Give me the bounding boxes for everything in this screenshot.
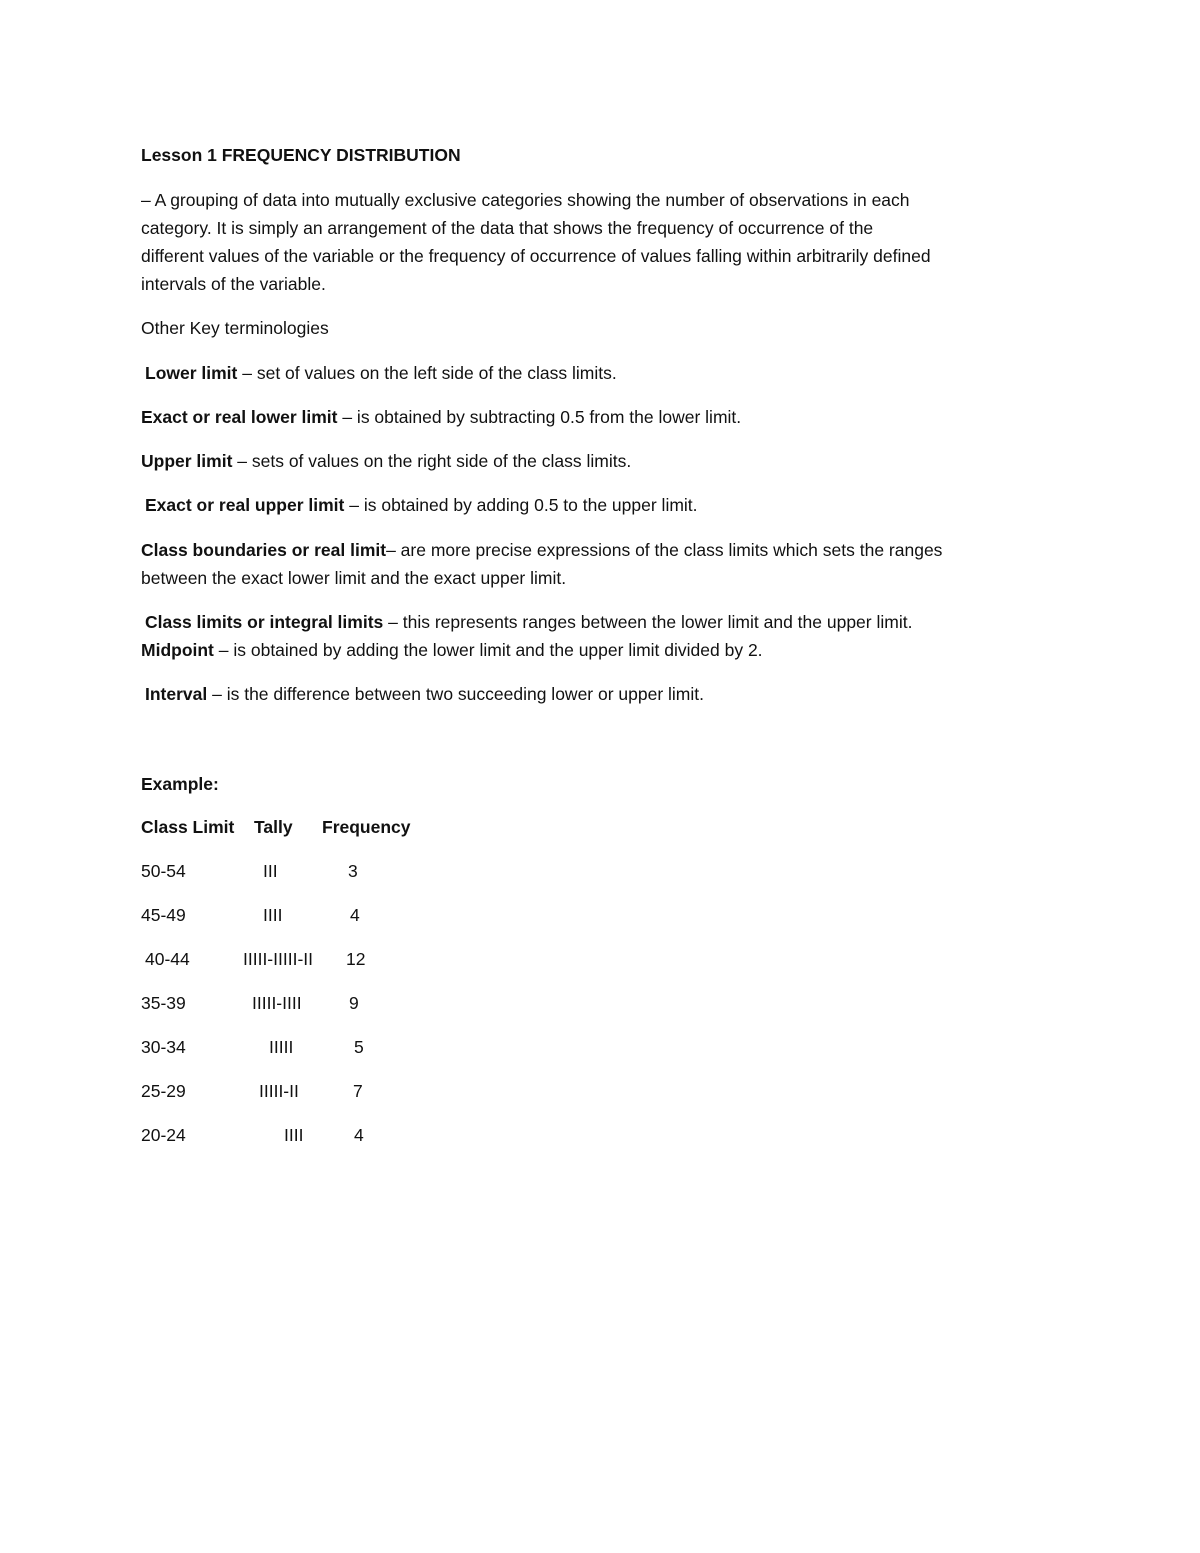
term-upper-limit <box>141 447 631 476</box>
frequency-cell: 4 <box>350 905 360 925</box>
table-row <box>141 1033 541 1061</box>
example-heading-text: Example: <box>141 774 219 794</box>
term-class-boundaries-continued: between the exact lower limit and the exact upper limit. <box>141 568 567 588</box>
frequency-cell: 4 <box>354 1125 364 1145</box>
header-class-limit: Class Limit <box>141 817 235 837</box>
term-label: Upper limit <box>141 451 233 471</box>
term-label: Midpoint <box>141 640 214 660</box>
term-description: – set of values on the left side of the class limits. <box>237 363 617 383</box>
tally-cell: IIIII-IIII <box>252 993 302 1013</box>
header-tally: Tally <box>254 817 293 837</box>
header-frequency: Frequency <box>322 817 411 837</box>
frequency-cell: 5 <box>354 1037 364 1057</box>
class-limit-cell: 40-44 <box>145 949 190 969</box>
term-exact-lower-limit <box>141 403 741 432</box>
term-label: Class limits or integral limits <box>145 612 384 632</box>
class-limit-cell: 45-49 <box>141 905 186 925</box>
class-limit-cell: 25-29 <box>141 1081 186 1101</box>
class-limit-cell: 50-54 <box>141 861 186 881</box>
term-description: – is the difference between two succeeding lower or upper limit. <box>207 684 705 704</box>
term-description: – are more precise expressions of the class limits which sets the ranges <box>386 540 943 560</box>
class-limit-cell: 30-34 <box>141 1037 186 1057</box>
term-label: Exact or real lower limit <box>141 407 338 427</box>
table-row <box>141 901 541 929</box>
table-row <box>141 989 541 1017</box>
tally-cell: IIIII-II <box>259 1081 299 1101</box>
table-row <box>141 945 541 973</box>
term-label: Interval <box>145 684 208 704</box>
definition-line: – A grouping of data into mutually exclusive categories showing the number of observations in each <box>141 190 910 210</box>
other-key-heading: Other Key terminologies <box>141 318 329 338</box>
class-limit-cell: 35-39 <box>141 993 186 1013</box>
definition-line: intervals of the variable. <box>141 274 326 294</box>
table-header-row <box>141 813 541 841</box>
term-description: – is obtained by adding 0.5 to the upper limit. <box>344 495 698 515</box>
term-description: – is obtained by adding the lower limit and the upper limit divided by 2. <box>213 640 763 660</box>
term-label: Lower limit <box>145 363 238 383</box>
tally-cell: IIII <box>284 1125 304 1145</box>
tally-cell: IIIII <box>269 1037 294 1057</box>
frequency-cell: 12 <box>346 949 366 969</box>
term-interval <box>145 680 704 709</box>
tally-cell: III <box>263 861 278 881</box>
lesson-title-text: Lesson 1 FREQUENCY DISTRIBUTION <box>141 145 461 165</box>
term-lower-limit <box>145 359 617 388</box>
tally-cell: IIII <box>263 905 283 925</box>
term-description: – is obtained by subtracting 0.5 from the lower limit. <box>337 407 742 427</box>
class-limit-cell: 20-24 <box>141 1125 186 1145</box>
term-midpoint <box>141 636 763 665</box>
term-class-limits <box>145 608 912 637</box>
frequency-cell: 3 <box>348 861 358 881</box>
lesson-title <box>141 141 461 170</box>
frequency-cell: 7 <box>353 1081 363 1101</box>
definition-line: category. It is simply an arrangement of the data that shows the frequency of occurrence of the <box>141 218 874 238</box>
term-label: Class boundaries or real limit <box>141 540 387 560</box>
definition-line: different values of the variable or the frequency of occurrence of values falling within arbitrarily defined <box>141 246 931 266</box>
table-row <box>141 857 541 885</box>
table-row <box>141 1121 541 1149</box>
frequency-cell: 9 <box>349 993 359 1013</box>
term-class-boundaries <box>141 536 942 565</box>
term-label: Exact or real upper limit <box>145 495 345 515</box>
term-description: – this represents ranges between the lower limit and the upper limit. <box>383 612 913 632</box>
table-row <box>141 1077 541 1105</box>
term-exact-upper-limit <box>145 491 698 520</box>
term-description: – sets of values on the right side of the class limits. <box>232 451 632 471</box>
example-heading <box>141 770 219 799</box>
tally-cell: IIIII-IIIII-II <box>243 949 313 969</box>
